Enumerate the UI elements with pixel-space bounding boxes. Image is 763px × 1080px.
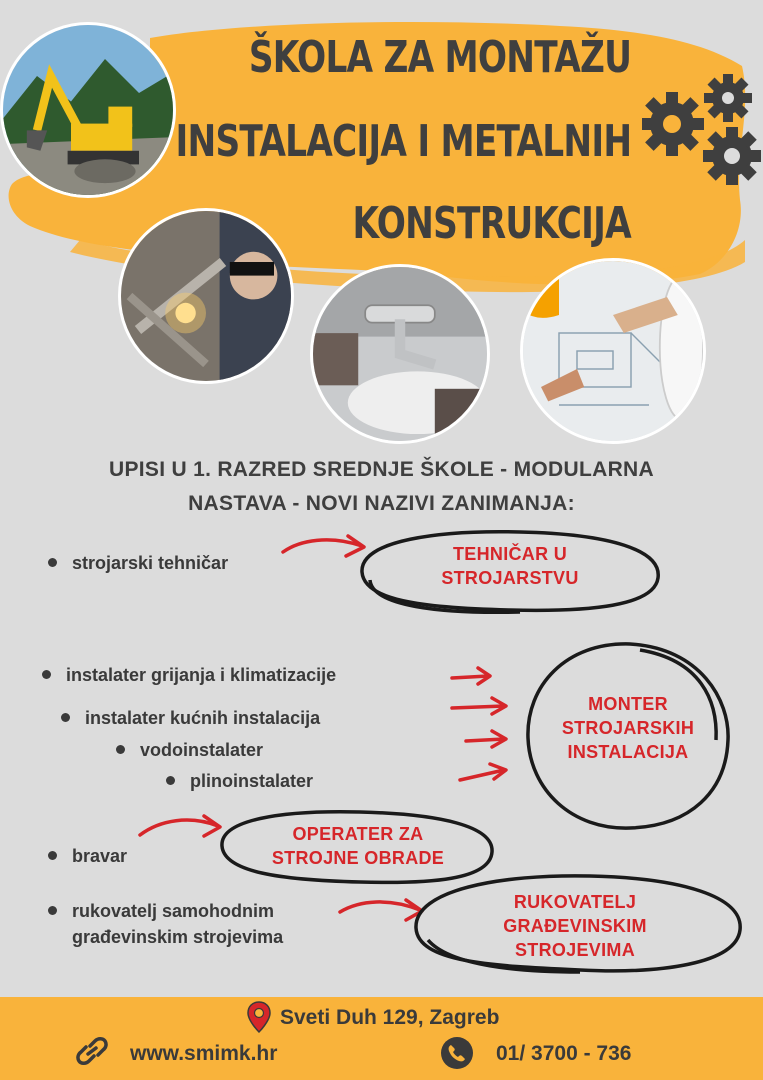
arrow-icon xyxy=(466,739,504,741)
bullet-icon xyxy=(48,906,57,915)
arrow-icon xyxy=(140,820,218,835)
arrow-icon xyxy=(340,902,420,912)
location-pin-icon xyxy=(246,1000,272,1034)
enrollment-heading-line-1: UPISI U 1. RAZRED SREDNJE ŠKOLE - MODULARNA xyxy=(109,458,654,481)
school-title-line-1: ŠKOLA ZA MONTAŽU xyxy=(248,32,631,83)
new-name-rukovatelj: RUKOVATELJ GRAĐEVINSKIM STROJEVIMA xyxy=(503,892,647,960)
bullet-icon xyxy=(42,670,51,679)
footer-phone[interactable]: 01/ 3700 - 736 xyxy=(496,1042,632,1065)
plumbing-faucet-photo xyxy=(310,264,490,444)
bullet-icon xyxy=(48,851,57,860)
arrow-icon xyxy=(460,770,504,780)
program-bravar: bravar xyxy=(48,843,127,869)
school-title-line-2: INSTALACIJA I METALNIH xyxy=(175,116,631,167)
arrow-icon xyxy=(452,706,504,708)
new-name-monter: MONTER STROJARSKIH INSTALACIJA xyxy=(561,694,695,762)
link-icon xyxy=(76,1036,108,1066)
arrow-icon xyxy=(283,540,362,552)
program-instalater-grijanja: instalater grijanja i klimatizacije xyxy=(42,662,336,688)
welder-photo xyxy=(118,208,294,384)
gears-icon xyxy=(642,72,762,192)
program-vodoinstalater: vodoinstalater xyxy=(116,737,263,763)
program-instalater-kucnih: instalater kućnih instalacija xyxy=(61,705,320,731)
bullet-icon xyxy=(166,776,175,785)
program-plinoinstalater: plinoinstalater xyxy=(166,768,313,794)
enrollment-heading-line-2: NASTAVA - NOVI NAZIVI ZANIMANJA: xyxy=(188,492,575,515)
footer-address: Sveti Duh 129, Zagreb xyxy=(280,1006,500,1029)
arrow-icon xyxy=(346,536,364,556)
program-strojarski-tehnicar: strojarski tehničar xyxy=(48,550,228,576)
school-title-line-3: KONSTRUKCIJA xyxy=(352,198,631,249)
program-rukovatelj: rukovatelj samohodnim građevinskim strojevima xyxy=(48,898,283,950)
bullet-icon xyxy=(61,713,70,722)
arrow-icon xyxy=(452,676,488,678)
excavator-photo xyxy=(0,22,176,198)
new-name-operater: OPERATER ZA STROJNE OBRADE xyxy=(271,824,445,868)
phone-icon xyxy=(440,1036,474,1070)
new-name-tehnicar: TEHNIČAR U STROJARSTVU xyxy=(441,544,579,588)
bullet-icon xyxy=(48,558,57,567)
footer-website-link[interactable]: www.smimk.hr xyxy=(130,1042,278,1065)
blueprint-photo xyxy=(520,258,706,444)
bullet-icon xyxy=(116,745,125,754)
